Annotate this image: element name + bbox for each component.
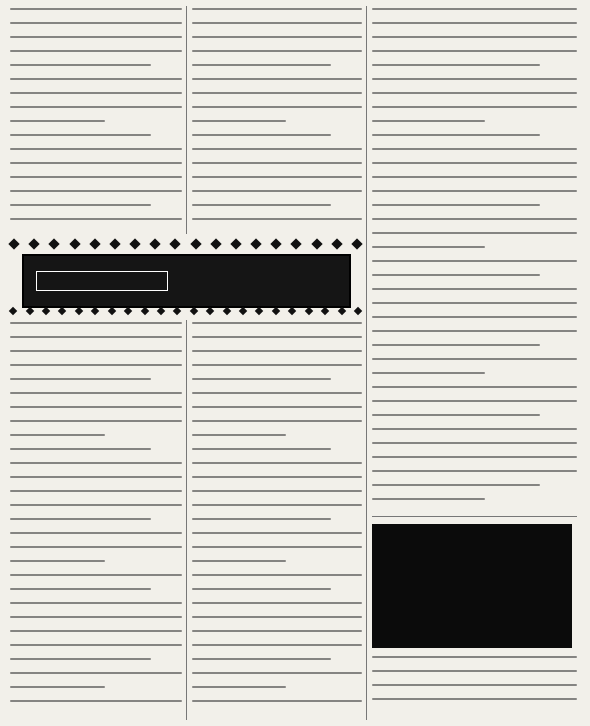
diamond-ornament-icon	[8, 306, 18, 316]
article-title-banner	[22, 254, 351, 308]
text-line	[10, 546, 182, 548]
text-line	[192, 50, 362, 52]
text-line	[10, 392, 182, 394]
diamond-ornament-icon	[107, 306, 117, 316]
text-line	[192, 504, 362, 506]
text-line	[372, 36, 577, 38]
text-line	[10, 22, 182, 24]
text-line	[372, 414, 540, 416]
text-line	[372, 498, 485, 500]
diamond-ornament-icon	[270, 238, 282, 250]
text-line	[10, 148, 182, 150]
text-line	[372, 698, 577, 700]
text-line	[372, 64, 540, 66]
diamond-ornament-icon	[74, 306, 84, 316]
diamond-ornament-icon	[123, 306, 133, 316]
text-line	[192, 204, 331, 206]
text-line	[192, 392, 362, 394]
text-line	[372, 120, 485, 122]
text-line	[10, 630, 182, 632]
text-line	[192, 616, 362, 618]
text-line	[10, 218, 182, 220]
diamond-ornament-icon	[351, 238, 363, 250]
text-line	[192, 476, 362, 478]
diamond-ornament-icon	[238, 306, 248, 316]
diamond-ornament-icon	[190, 238, 202, 250]
diamond-ornament-icon	[140, 306, 150, 316]
text-line	[192, 148, 362, 150]
text-line	[192, 700, 362, 702]
text-line	[192, 686, 286, 688]
text-line	[372, 274, 540, 276]
text-line	[10, 420, 182, 422]
text-line	[192, 532, 362, 534]
text-line	[10, 658, 151, 660]
column-middle-top	[192, 8, 362, 234]
text-line	[192, 434, 286, 436]
text-line	[372, 232, 577, 234]
diamond-ornament-icon	[172, 306, 182, 316]
text-line	[192, 78, 362, 80]
text-line	[192, 364, 362, 366]
text-line	[192, 588, 331, 590]
diamond-ornament-icon	[169, 238, 181, 250]
column-left-top	[10, 8, 182, 234]
text-line	[10, 336, 182, 338]
text-line	[192, 322, 362, 324]
text-line	[372, 456, 577, 458]
text-line	[372, 656, 577, 658]
text-line	[10, 532, 182, 534]
text-line	[372, 204, 540, 206]
diamond-ornament-icon	[129, 238, 141, 250]
ornament-row-bottom	[8, 306, 363, 316]
text-line	[192, 106, 362, 108]
text-line	[10, 162, 182, 164]
text-line	[192, 490, 362, 492]
text-line	[192, 406, 362, 408]
diamond-ornament-icon	[271, 306, 281, 316]
text-line	[372, 92, 577, 94]
text-line	[10, 490, 182, 492]
text-line	[10, 686, 105, 688]
text-line	[10, 120, 105, 122]
text-line	[192, 350, 362, 352]
text-line	[372, 470, 577, 472]
text-line	[372, 302, 577, 304]
text-line	[372, 218, 577, 220]
text-line	[372, 260, 577, 262]
text-line	[192, 448, 331, 450]
text-line	[372, 78, 577, 80]
diamond-ornament-icon	[304, 306, 314, 316]
text-line	[192, 120, 286, 122]
text-line	[192, 36, 362, 38]
text-line	[10, 448, 151, 450]
text-line	[192, 630, 362, 632]
text-line	[372, 358, 577, 360]
diamond-ornament-icon	[311, 238, 323, 250]
column-right-bottom	[372, 656, 577, 718]
diamond-ornament-icon	[205, 306, 215, 316]
text-line	[10, 560, 105, 562]
text-line	[10, 574, 182, 576]
text-line	[192, 64, 331, 66]
diamond-ornament-icon	[222, 306, 232, 316]
diamond-ornament-icon	[337, 306, 347, 316]
text-line	[372, 176, 577, 178]
column-divider-bottom	[186, 320, 187, 720]
text-line	[10, 350, 182, 352]
text-line	[372, 50, 577, 52]
text-line	[10, 518, 151, 520]
text-line	[10, 644, 182, 646]
text-line	[372, 442, 577, 444]
horizontal-divider	[372, 516, 577, 517]
diamond-ornament-icon	[57, 306, 67, 316]
diamond-ornament-icon	[156, 306, 166, 316]
text-line	[372, 330, 577, 332]
ornament-row-top	[8, 238, 363, 250]
text-line	[10, 406, 182, 408]
diamond-ornament-icon	[230, 238, 242, 250]
text-line	[10, 602, 182, 604]
diamond-ornament-icon	[28, 238, 40, 250]
text-line	[192, 420, 362, 422]
diamond-ornament-icon	[353, 306, 363, 316]
text-line	[372, 190, 577, 192]
text-line	[372, 8, 577, 10]
text-line	[10, 378, 151, 380]
column-right-top	[372, 8, 577, 508]
text-line	[192, 134, 331, 136]
text-line	[10, 106, 182, 108]
column-divider-top	[186, 6, 187, 234]
text-line	[372, 246, 485, 248]
text-line	[10, 92, 182, 94]
text-line	[10, 434, 105, 436]
text-line	[10, 204, 151, 206]
text-line	[192, 602, 362, 604]
diamond-ornament-icon	[8, 238, 20, 250]
diamond-ornament-icon	[25, 306, 35, 316]
text-line	[372, 148, 577, 150]
text-line	[372, 484, 540, 486]
diamond-ornament-icon	[320, 306, 330, 316]
text-line	[10, 36, 182, 38]
text-line	[192, 546, 362, 548]
diamond-ornament-icon	[48, 238, 60, 250]
diamond-ornament-icon	[254, 306, 264, 316]
text-line	[192, 560, 286, 562]
text-line	[10, 190, 182, 192]
text-line	[10, 462, 182, 464]
text-line	[192, 336, 362, 338]
text-line	[10, 78, 182, 80]
text-line	[192, 518, 331, 520]
diamond-ornament-icon	[69, 238, 81, 250]
text-line	[10, 50, 182, 52]
text-line	[372, 386, 577, 388]
text-line	[192, 218, 362, 220]
text-line	[192, 92, 362, 94]
text-line	[10, 616, 182, 618]
text-line	[10, 588, 151, 590]
diamond-ornament-icon	[149, 238, 161, 250]
text-line	[372, 106, 577, 108]
text-line	[372, 288, 577, 290]
text-line	[10, 134, 151, 136]
text-line	[192, 672, 362, 674]
text-line	[10, 176, 182, 178]
text-line	[10, 504, 182, 506]
text-line	[372, 372, 485, 374]
diamond-ornament-icon	[250, 238, 262, 250]
text-line	[192, 574, 362, 576]
text-line	[372, 316, 577, 318]
diamond-ornament-icon	[89, 238, 101, 250]
diamond-ornament-icon	[189, 306, 199, 316]
diamond-ornament-icon	[90, 306, 100, 316]
column-left-bottom	[10, 322, 182, 718]
text-line	[192, 644, 362, 646]
text-line	[372, 684, 577, 686]
text-line	[192, 190, 362, 192]
text-line	[10, 322, 182, 324]
text-line	[192, 378, 331, 380]
text-line	[192, 462, 362, 464]
text-line	[192, 658, 331, 660]
text-line	[192, 162, 362, 164]
text-line	[10, 64, 151, 66]
diamond-ornament-icon	[41, 306, 51, 316]
diamond-ornament-icon	[331, 238, 343, 250]
text-line	[372, 344, 540, 346]
text-line	[10, 476, 182, 478]
text-line	[372, 428, 577, 430]
sidebar-title-box	[372, 524, 572, 648]
text-line	[10, 8, 182, 10]
text-line	[372, 400, 577, 402]
text-line	[192, 176, 362, 178]
diamond-ornament-icon	[287, 306, 297, 316]
text-line	[372, 670, 577, 672]
diamond-ornament-icon	[210, 238, 222, 250]
column-middle-bottom	[192, 322, 362, 718]
text-line	[372, 162, 577, 164]
text-line	[10, 700, 182, 702]
column-divider-right	[366, 6, 367, 720]
text-line	[372, 134, 540, 136]
text-line	[10, 364, 182, 366]
byline-box	[36, 271, 168, 291]
text-line	[372, 22, 577, 24]
text-line	[10, 672, 182, 674]
text-line	[192, 8, 362, 10]
diamond-ornament-icon	[290, 238, 302, 250]
diamond-ornament-icon	[109, 238, 121, 250]
text-line	[192, 22, 362, 24]
